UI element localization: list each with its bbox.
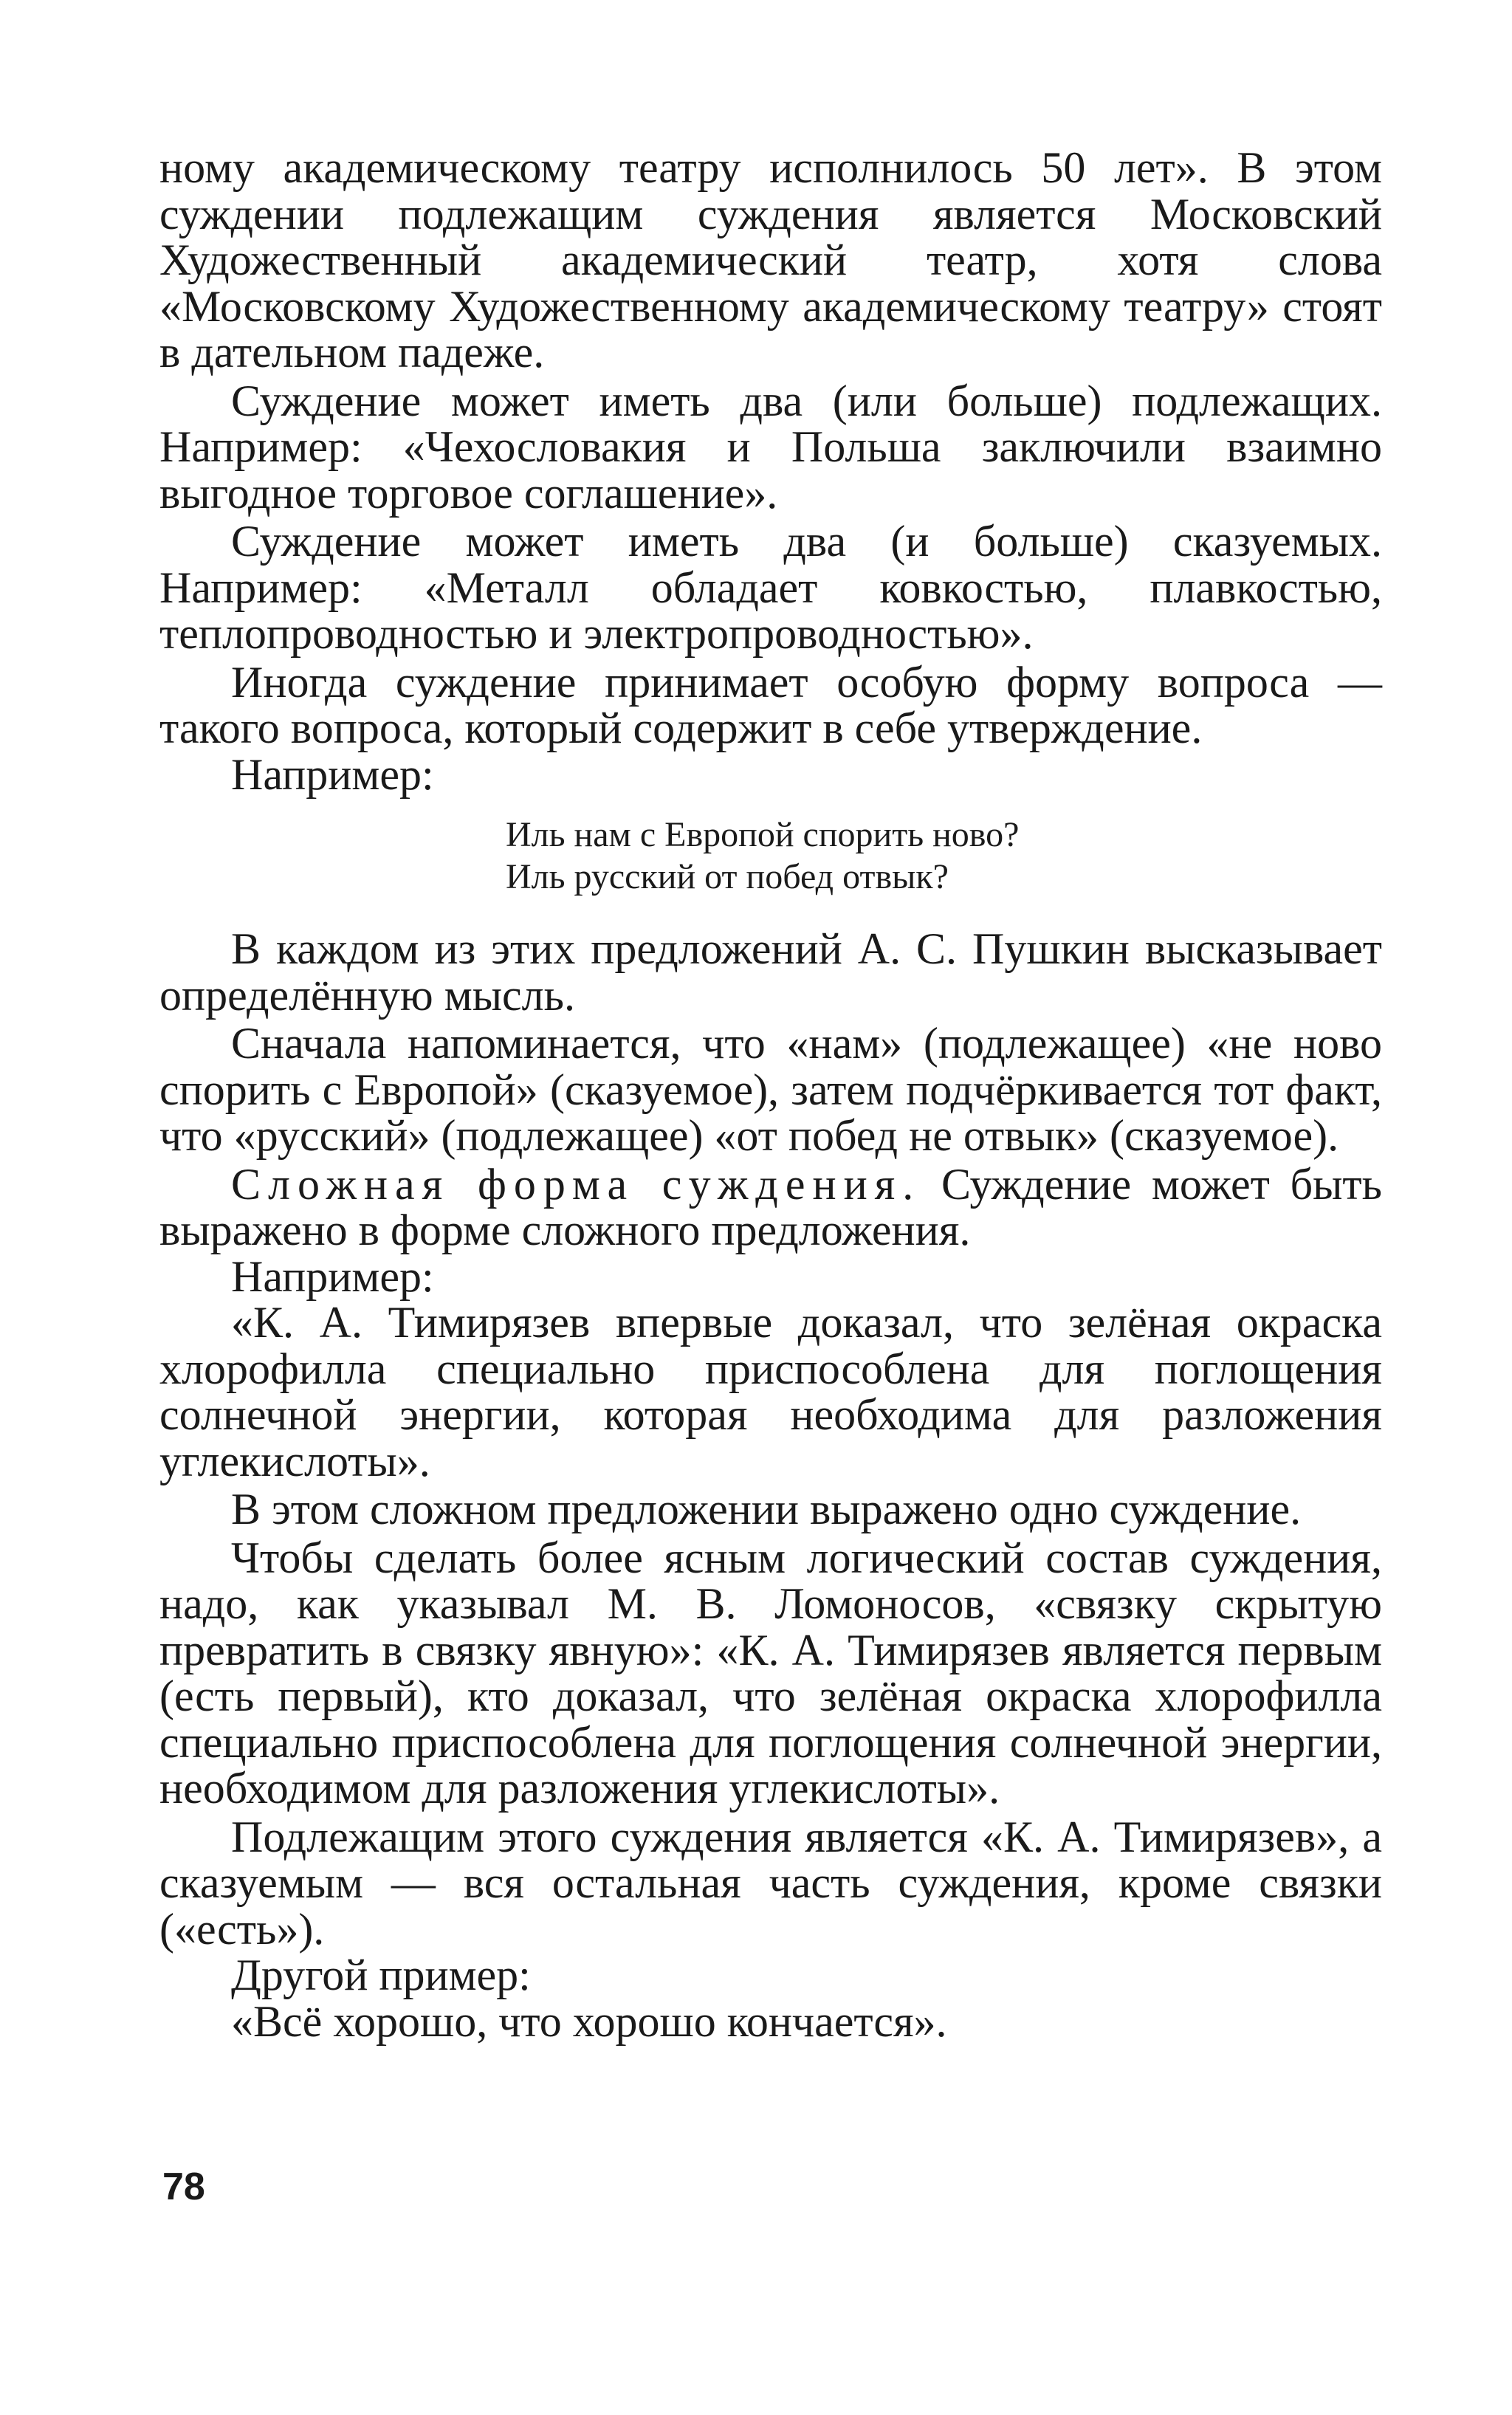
paragraph: Иногда суждение принимает особую форму вопроса — такого вопроса, который содержит в себе утверждение.: [159, 657, 1382, 752]
paragraph: Подлежащим этого суждения является «К. А. Тимирязев», а сказуемым — вся остальная часть суждения, кроме связки («есть»).: [159, 1812, 1382, 1954]
paragraph: «К. А. Тимирязев впервые доказал, что зелёная окраска хлорофилла специально приспособлена для поглощения солнечной энергии, которая необходима для разложения углекислоты».: [159, 1298, 1382, 1485]
paragraph: Например:: [231, 1251, 434, 1301]
paragraph: «Всё хорошо, что хорошо кончается».: [231, 1996, 947, 2046]
page-number: 78: [162, 2165, 205, 2208]
paragraph: Чтобы сделать более ясным логический состав суждения, надо, как указывал М. В. Ломоносов, «связку скрытую превратить в связку явную»: «К. А. Тимирязев является первым (есть первый), кто доказал, что зелёная окраска хлорофилла специально приспособлена для поглощения солнечной энергии, необходимом для разложения углекислоты».: [159, 1533, 1382, 1813]
verse-line: Иль нам с Европой спорить ново?: [506, 815, 1020, 854]
paragraph: Суждение может иметь два (и больше) сказуемых. Например: «Металл обладает ковкостью, плавкостью, теплопроводностью и электропроводностью».: [159, 517, 1382, 658]
paragraph: Другой пример:: [231, 1951, 531, 1999]
paragraph: ному академическому театру исполнилось 50 лет». В этом суждении подлежащим суждения является Московский Художественный академический театр, хотя слова «Московскому Художественному академическому театру» стоят в дательном падеже.: [159, 143, 1382, 377]
paragraph: Сначала напоминается, что «нам» (подлежащее) «не ново спорить с Европой» (сказуемое), затем подчёркивается тот факт, что «русский» (подлежащее) «от побед не отвык» (сказуемое).: [159, 1019, 1382, 1160]
verse-line: Иль русский от побед отвык?: [506, 857, 949, 896]
body-text: [159, 145, 1382, 2044]
paragraph: [159, 1161, 1382, 1254]
section-heading: Сложная форма суждения.: [231, 1159, 921, 1209]
verse-quote: [506, 814, 1382, 898]
paragraph-text: Суждение может быть выражено в форме сложного предложения.: [159, 1159, 1382, 1254]
paragraph: Суждение может иметь два (или больше) подлежащих. Например: «Чехословакия и Польша заключили взаимно выгодное торговое соглашение».: [159, 376, 1382, 518]
paragraph: В этом сложном предложении выражено одно суждение.: [231, 1485, 1302, 1533]
paragraph: Например:: [231, 749, 434, 799]
paragraph: В каждом из этих предложений А. С. Пушкин высказывает определённую мысль.: [159, 924, 1382, 1020]
